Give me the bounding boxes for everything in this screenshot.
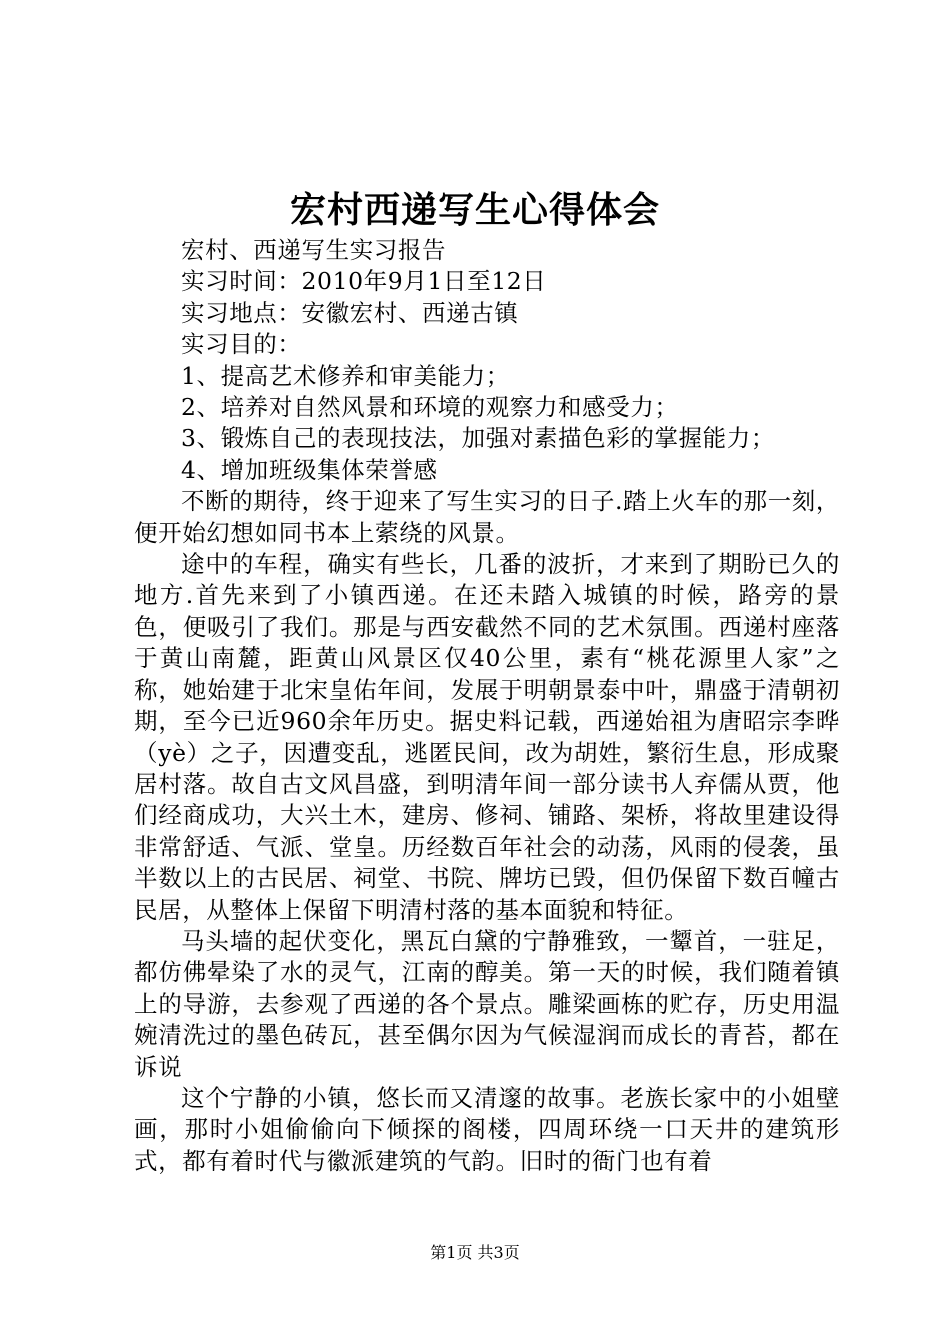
paragraph: 这个宁静的小镇，悠长而又清邃的故事。老族长家中的小姐壁画，那时小姐偷偷向下倾探的阁楼，四周环绕一口天井的建筑形式，都有着时代与徽派建筑的气韵。旧时的衙门也有着 <box>134 1083 840 1175</box>
paragraph: 3、锻炼自己的表现技法，加强对素描色彩的掌握能力； <box>181 424 775 453</box>
paragraph: 实习时间：2010年9月1日至12日 <box>181 267 547 296</box>
paragraph: 实习目的： <box>181 330 302 359</box>
paragraph: 2、培养对自然风景和环境的观察力和感受力； <box>181 393 679 422</box>
paragraph: 宏村、西递写生实习报告 <box>181 236 447 264</box>
paragraph: 4、增加班级集体荣誉感 <box>181 455 438 484</box>
paragraph: 实习地点：安徽宏村、西递古镇 <box>181 298 519 327</box>
document-title: 宏村西递写生心得体会 <box>289 189 660 231</box>
paragraph: 不断的期待，终于迎来了写生实习的日子.踏上火车的那一刻，便开始幻想如同书本上萦绕的风景。 <box>134 487 840 547</box>
paragraph: 1、提高艺术修养和审美能力； <box>181 361 510 390</box>
page-footer: 第1页 共3页 <box>430 1243 520 1262</box>
paragraph: 马头墙的起伏变化，黑瓦白黛的宁静雅致，一颦首，一驻足，都仿佛晕染了水的灵气，江南的醇美。第一天的时候，我们随着镇上的导游，去参观了西递的各个景点。雕梁画栋的贮存，历史用温婉清洗过的墨色砖瓦，甚至偶尔因为气候湿润而成长的青苔，都在诉说 <box>134 926 840 1081</box>
paragraph: 途中的车程，确实有些长，几番的波折，才来到了期盼已久的地方.首先来到了小镇西递。在还未踏入城镇的时候，路旁的景色，便吸引了我们。那是与西安截然不同的艺术氛围。西递村座落于黄山南麓，距黄山风景区仅40公里，素有“桃花源里人家”之称，她始建于北宋皇佑年间，发展于明朝景泰中叶，鼎盛于清朝初期，至今已近960余年历史。据史料记载，西递始祖为唐昭宗李晔（yè）之子，因遭变乱，逃匿民间，改为胡姓，繁衍生息，形成聚居村落。故自古文风昌盛，到明清年间一部分读书人弃儒从贾，他们经商成功，大兴土木，建房、修祠、铺路、架桥，将故里建设得非常舒适、气派、堂皇。历经数百年社会的动荡，风雨的侵袭，虽半数以上的古民居、祠堂、书院、牌坊已毁，但仍保留下数百幢古民居，从整体上保留下明清村落的基本面貌和特征。 <box>134 550 840 924</box>
document-body <box>134 235 840 1177</box>
